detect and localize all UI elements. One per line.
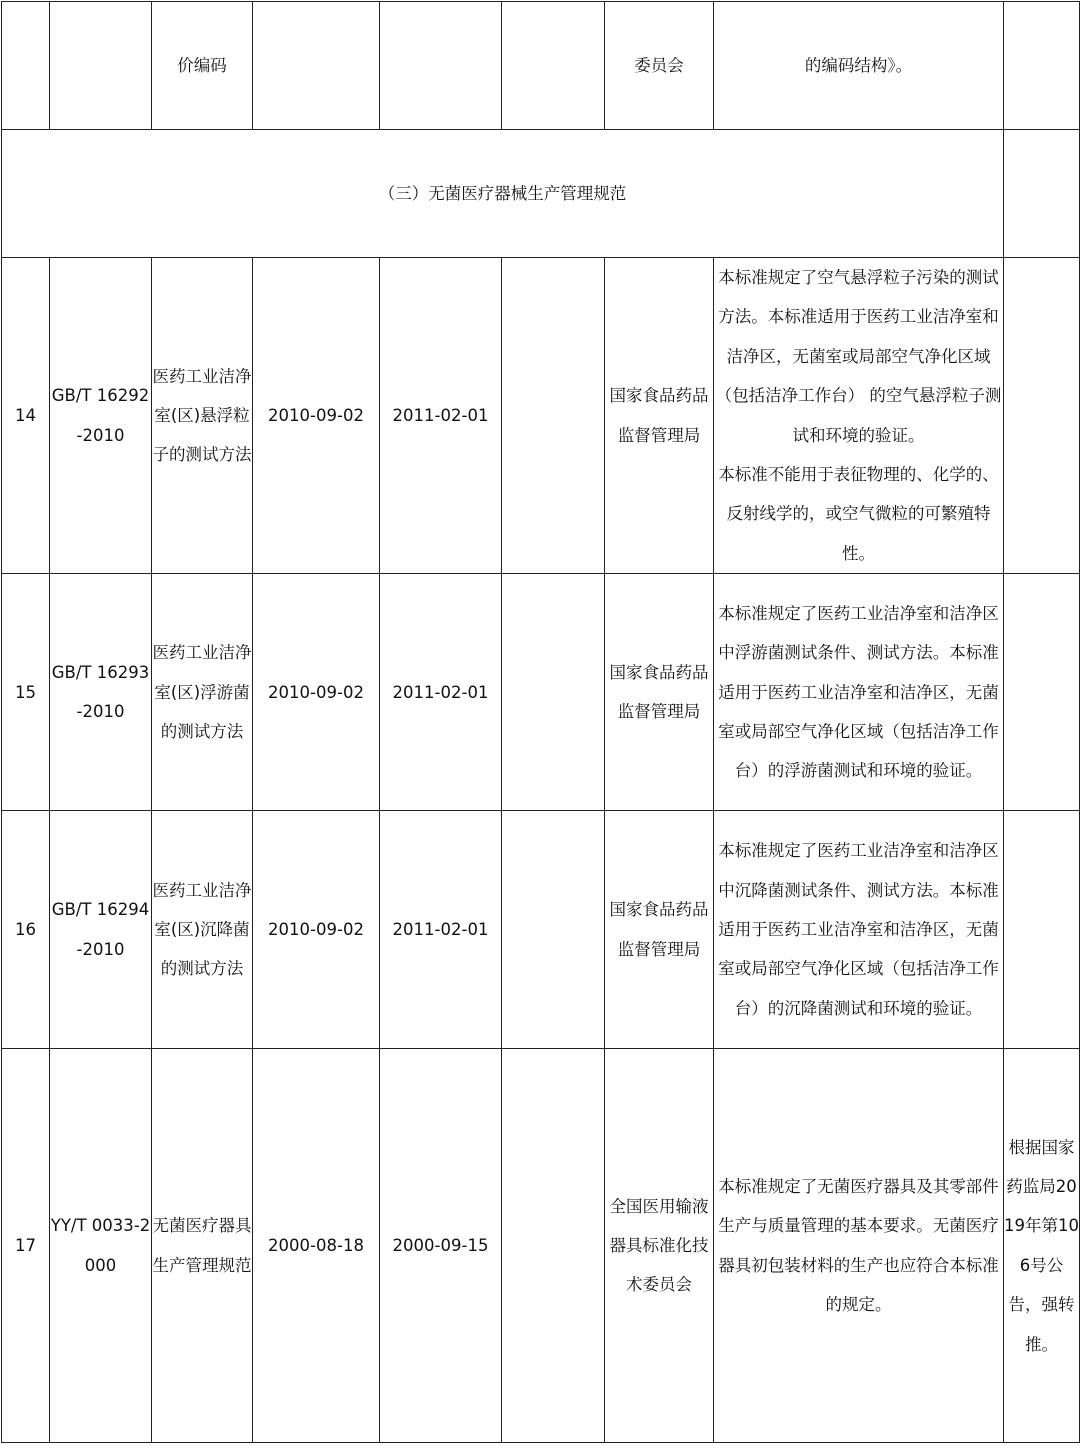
cell-desc	[714, 258, 1004, 574]
continued-row	[2, 2, 1080, 130]
desc-paragraph: 本标准规定了医药工业洁净室和洁净区中浮游菌测试条件、测试方法。本标准适用于医药工业洁净室和洁净区，无菌室或局部空气净化区域（包括洁净工作台）的浮游菌测试和环境的验证。	[718, 603, 999, 781]
desc-paragraph: 本标准规定了医药工业洁净室和洁净区中沉降菌测试条件、测试方法。本标准适用于医药工业洁净室和洁净区，无菌室或局部空气净化区域（包括洁净工作台）的沉降菌测试和环境的验证。	[718, 841, 999, 1018]
cell-effective-date: 2011-02-01	[380, 258, 502, 574]
cell-code: GB/T 16292-2010	[50, 258, 152, 574]
cell-publish-date: 2010-09-02	[253, 574, 380, 811]
desc-paragraph: 本标准不能用于表征物理的、化学的、反射线学的，或空气微粒的可繁殖特性。	[718, 465, 999, 563]
cell-dept: 国家食品药品监督管理局	[605, 258, 714, 574]
cell-code-empty	[50, 2, 152, 130]
cell-dept-continued: 委员会	[605, 2, 714, 130]
cell-note	[1004, 811, 1080, 1049]
cell-dept: 全国医用输液器具标准化技术委员会	[605, 1049, 714, 1443]
table-row	[2, 574, 1080, 811]
cell-desc	[714, 811, 1004, 1049]
cell-name: 医药工业洁净室(区)悬浮粒子的测试方法	[152, 258, 253, 574]
section-row	[2, 130, 1080, 258]
cell-dept: 国家食品药品监督管理局	[605, 574, 714, 811]
cell-code: GB/T 16294-2010	[50, 811, 152, 1049]
cell-num: 16	[2, 811, 50, 1049]
cell-replaced	[502, 258, 605, 574]
cell-publish-date: 2000-08-18	[253, 1049, 380, 1443]
cell-code: YY/T 0033-2000	[50, 1049, 152, 1443]
cell-desc-continued: 的编码结构》。	[714, 2, 1004, 130]
cell-effective-date: 2000-09-15	[380, 1049, 502, 1443]
cell-replaced	[502, 1049, 605, 1443]
cell-desc	[714, 574, 1004, 811]
cell-dept: 国家食品药品监督管理局	[605, 811, 714, 1049]
cell-name: 医药工业洁净室(区)沉降菌的测试方法	[152, 811, 253, 1049]
cell-effective-date: 2011-02-01	[380, 811, 502, 1049]
table-row	[2, 258, 1080, 574]
cell-replaced-empty	[502, 2, 605, 130]
cell-desc	[714, 1049, 1004, 1443]
cell-replaced	[502, 811, 605, 1049]
cell-num: 14	[2, 258, 50, 574]
cell-num-empty	[2, 2, 50, 130]
cell-publish-date: 2010-09-02	[253, 258, 380, 574]
standards-table	[1, 1, 1080, 1443]
cell-note: 根据国家药监局2019年第106号公告，强转推。	[1004, 1049, 1080, 1443]
cell-name-continued: 价编码	[152, 2, 253, 130]
cell-effective-date: 2011-02-01	[380, 574, 502, 811]
cell-num: 15	[2, 574, 50, 811]
cell-note	[1004, 574, 1080, 811]
section-note-empty	[1004, 130, 1080, 258]
cell-publish-date: 2010-09-02	[253, 811, 380, 1049]
cell-code: GB/T 16293-2010	[50, 574, 152, 811]
table-row	[2, 811, 1080, 1049]
cell-publish-empty	[253, 2, 380, 130]
cell-replaced	[502, 574, 605, 811]
cell-effective-empty	[380, 2, 502, 130]
section-title: （三）无菌医疗器械生产管理规范	[2, 130, 1004, 258]
cell-name: 医药工业洁净室(区)浮游菌的测试方法	[152, 574, 253, 811]
desc-paragraph: 本标准规定了空气悬浮粒子污染的测试方法。本标准适用于医药工业洁净室和洁净区，无菌室或局部空气净化区域（包括洁净工作台） 的空气悬浮粒子测试和环境的验证。	[715, 268, 1002, 445]
table-row	[2, 1049, 1080, 1443]
cell-note	[1004, 258, 1080, 574]
cell-name: 无菌医疗器具生产管理规范	[152, 1049, 253, 1443]
desc-paragraph: 本标准规定了无菌医疗器具及其零部件生产与质量管理的基本要求。无菌医疗器具初包装材料的生产也应符合本标准的规定。	[718, 1176, 999, 1315]
cell-note-empty	[1004, 2, 1080, 130]
cell-num: 17	[2, 1049, 50, 1443]
